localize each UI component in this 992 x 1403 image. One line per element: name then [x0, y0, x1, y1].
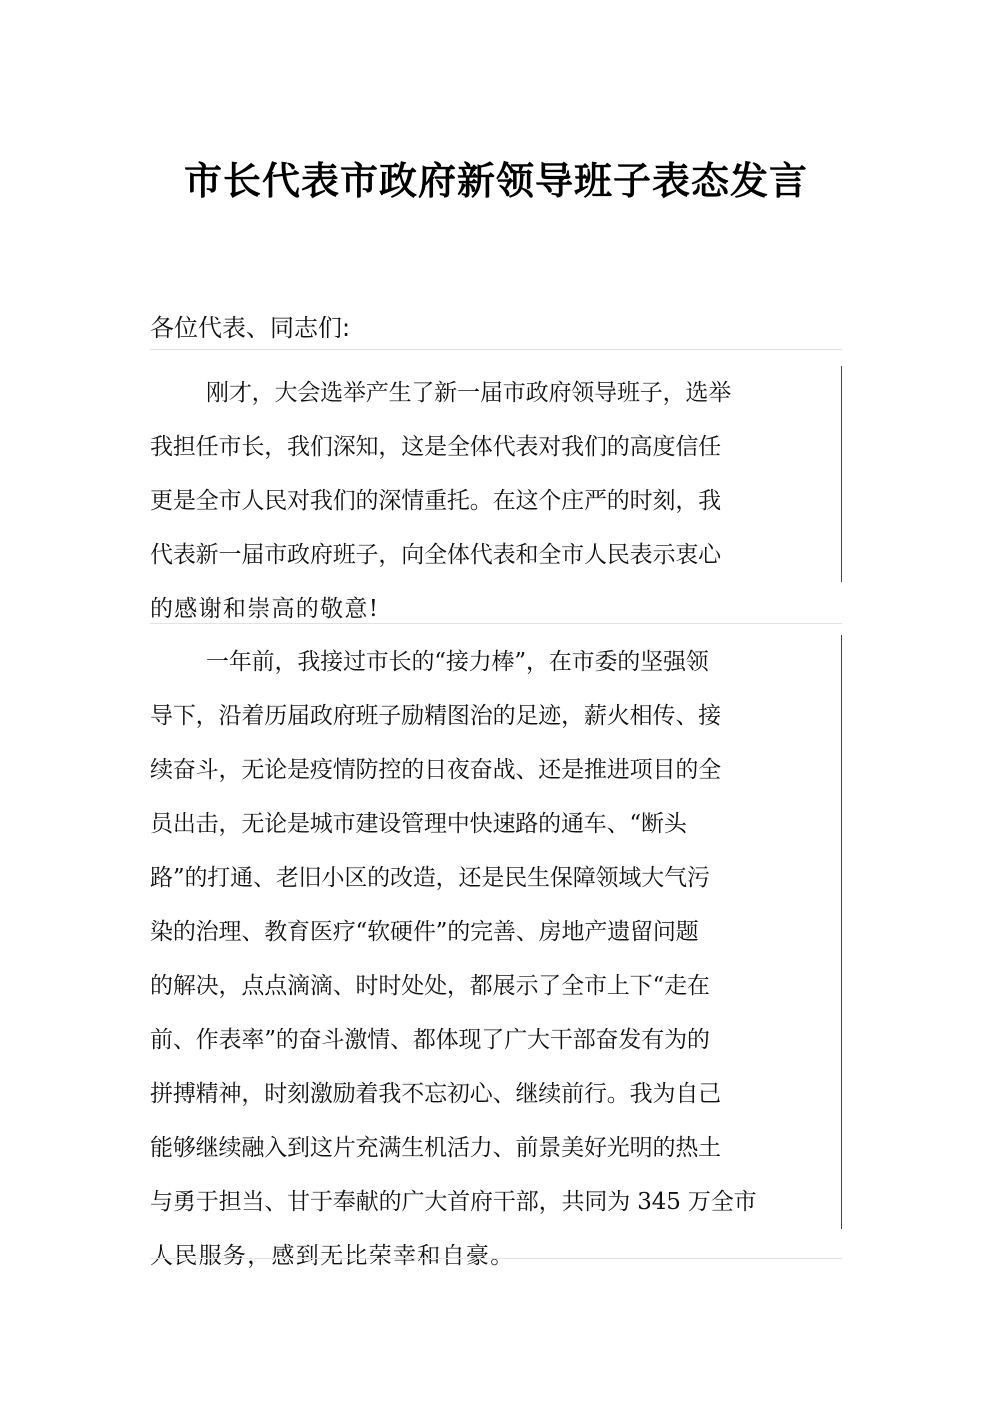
text-line: 的感谢和崇高的敬意! [150, 596, 380, 622]
text-line: 我担任市长，我们深知，这是全体代表对我们的高度信任 [150, 420, 842, 474]
text-line: 路”的打通、老旧小区的改造，还是民生保障领域大气污 [150, 851, 842, 905]
text-line: 前、作表率”的奋斗激情、都体现了广大干部奋发有为的 [150, 1013, 842, 1067]
text-line: 人民服务，感到无比荣幸和自豪。 [150, 1243, 515, 1269]
text-line: 员出击，无论是城市建设管理中快速路的通车、“断头 [150, 797, 842, 851]
text-line: 导下，沿着历届政府班子励精图治的足迹，薪火相传、接 [150, 689, 842, 743]
text-line: 更是全市人民对我们的深情重托。在这个庄严的时刻，我 [150, 474, 842, 528]
paragraph-2 [150, 635, 842, 1283]
salutation: 各位代表、同志们: [150, 314, 351, 342]
divider [150, 623, 842, 624]
text-line: 代表新一届市政府班子，向全体代表和全市人民表示衷心 [150, 528, 842, 582]
text-line: 续奋斗，无论是疫情防控的日夜奋战、还是推进项目的全 [150, 743, 842, 797]
divider [150, 1258, 842, 1259]
text-line: 刚才，大会选举产生了新一届市政府领导班子，选举 [150, 366, 842, 420]
text-line: 一年前，我接过市长的“接力棒”，在市委的坚强领 [150, 635, 842, 689]
text-line: 的解决，点点滴滴、时时处处，都展示了全市上下“走在 [150, 959, 842, 1013]
paragraph-1 [150, 366, 842, 636]
document-title: 市长代表市政府新领导班子表态发言 [183, 158, 808, 203]
text-line: 与勇于担当、甘于奉献的广大首府干部，共同为 345 万全市 [150, 1175, 842, 1229]
text-line: 染的治理、教育医疗“软硬件”的完善、房地产遗留问题 [150, 905, 842, 959]
text-line: 能够继续融入到这片充满生机活力、前景美好光明的热土 [150, 1121, 842, 1175]
text-line: 拼搏精神，时刻激励着我不忘初心、继续前行。我为自己 [150, 1067, 842, 1121]
divider [150, 349, 842, 350]
